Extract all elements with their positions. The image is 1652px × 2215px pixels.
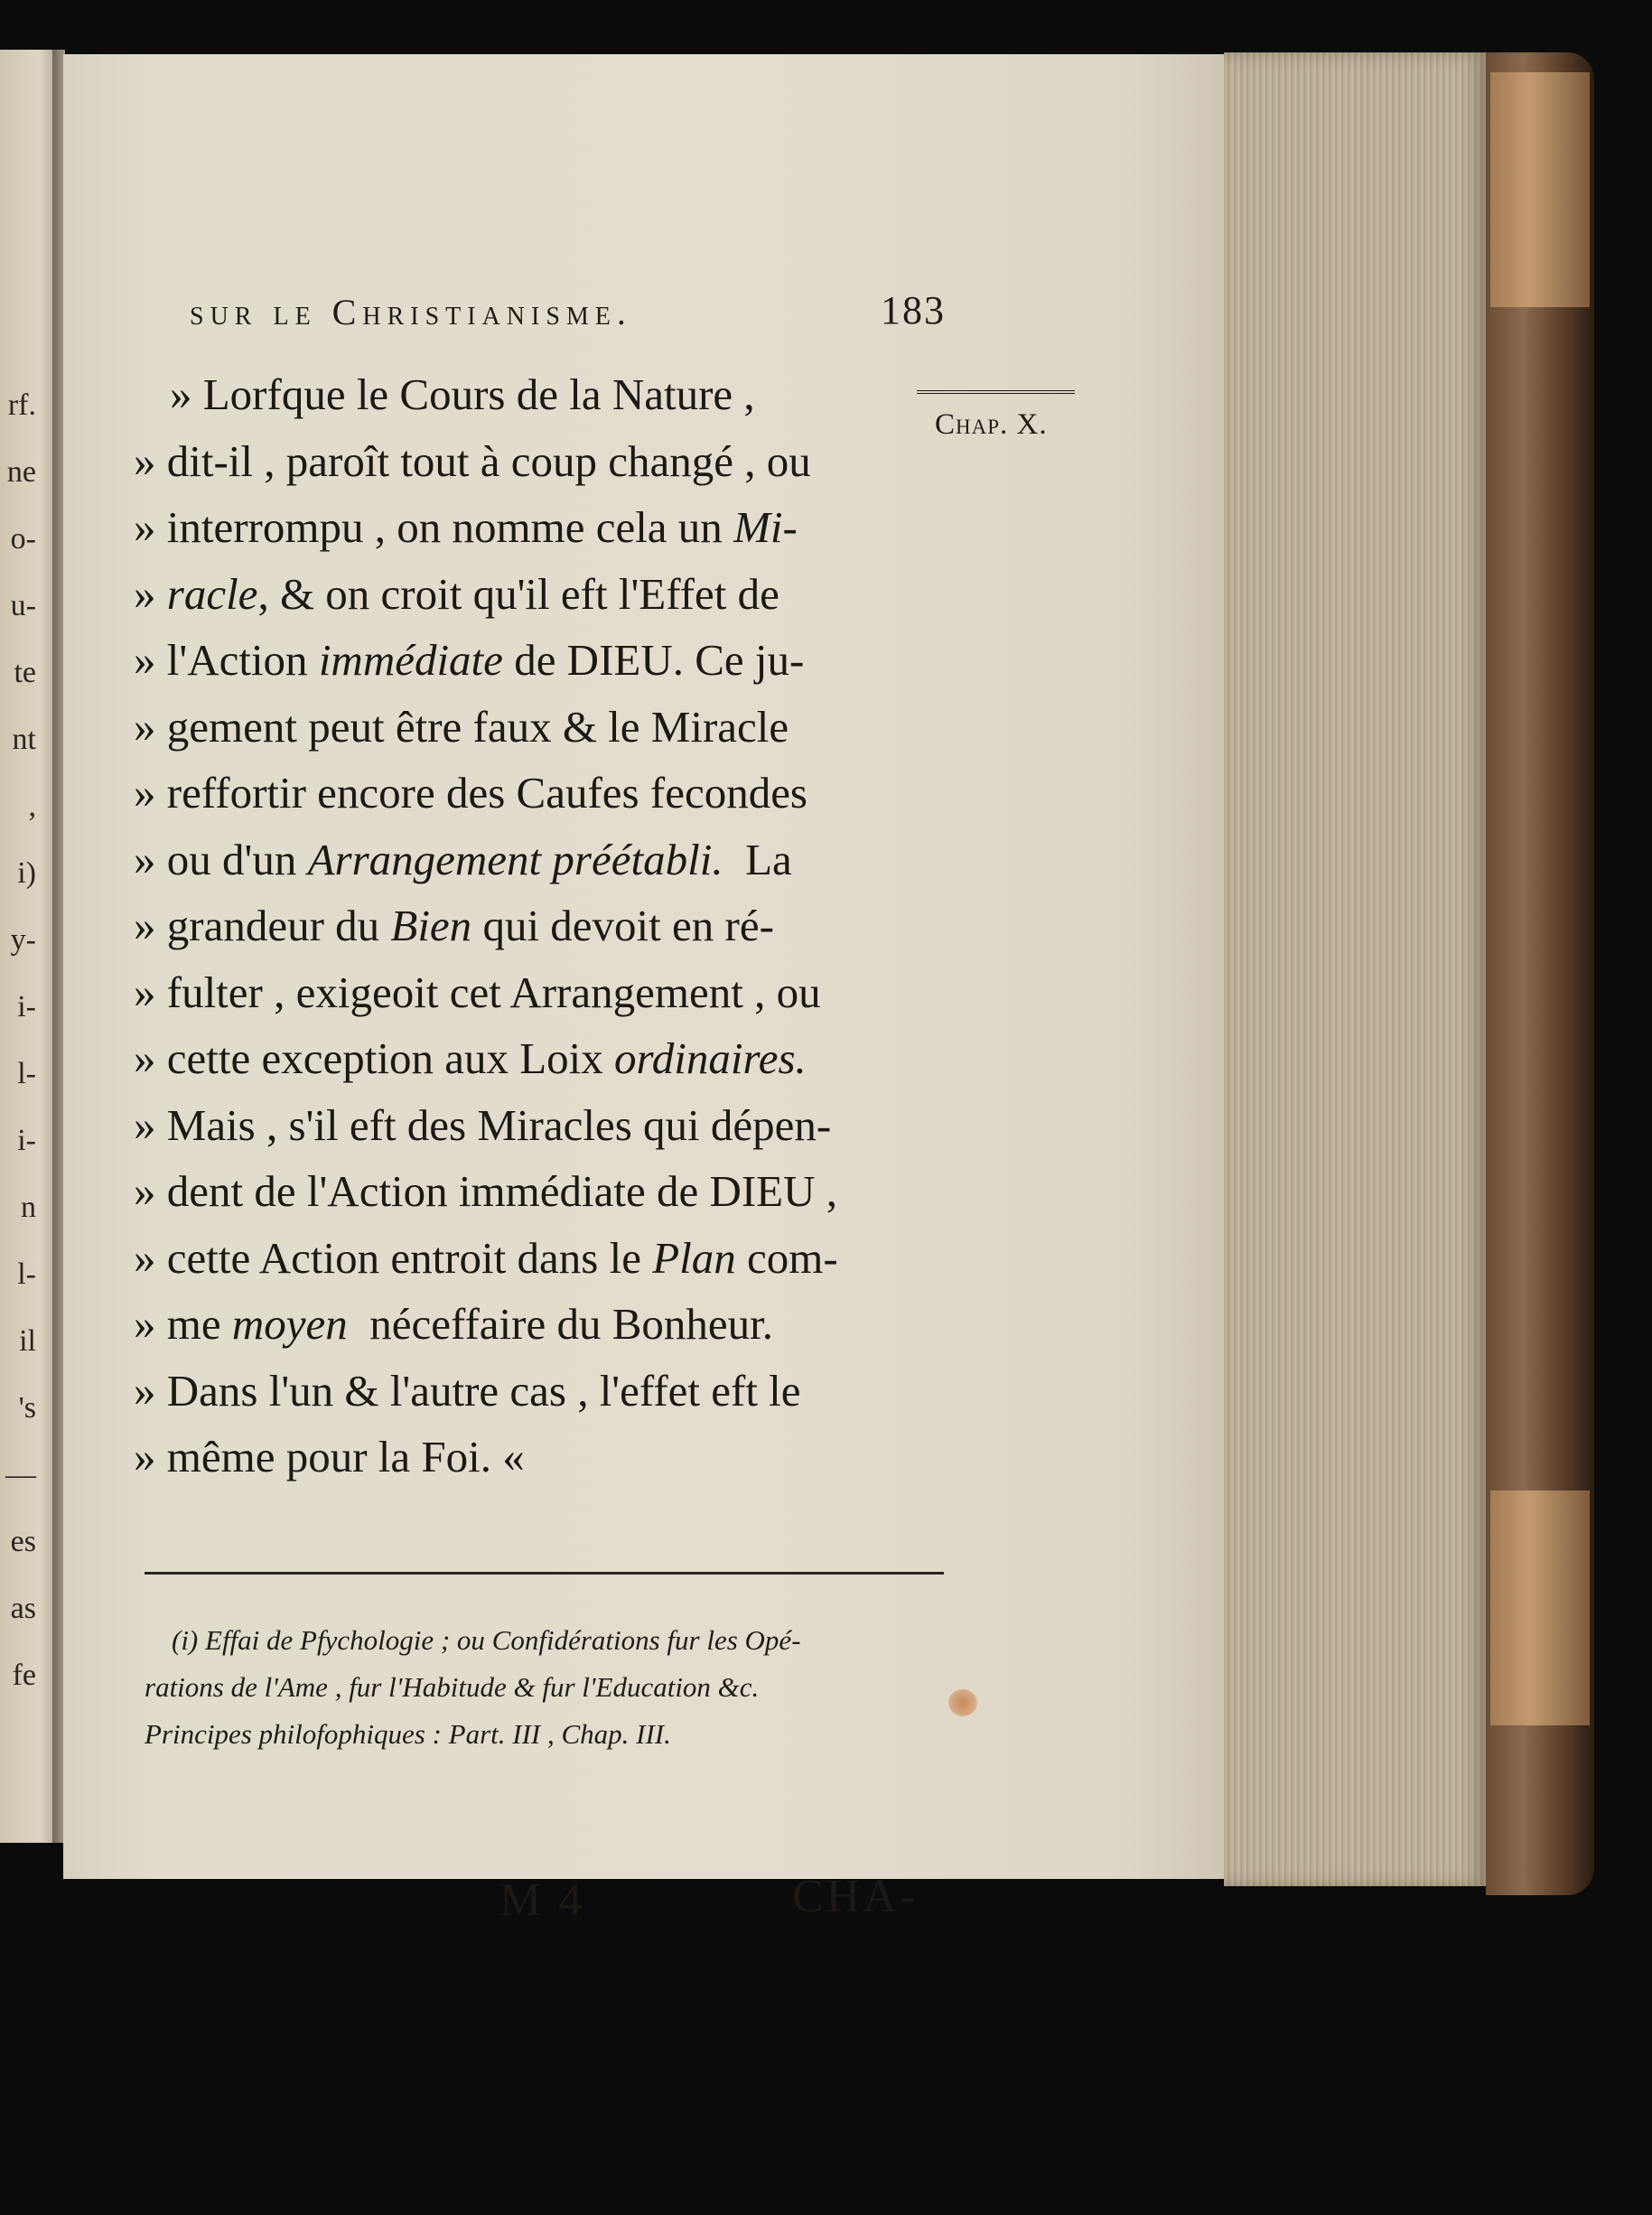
left-page-fragment: ne bbox=[6, 455, 36, 489]
text-line: » fulter , exigeoit cet Arrangement , ou bbox=[134, 967, 821, 1017]
left-page-fragment: i) bbox=[17, 856, 36, 890]
catchword: CHA- bbox=[792, 1871, 919, 1922]
text-line: » dit-il , paroît tout à coup changé , ou bbox=[134, 435, 811, 486]
left-page-fragment: l- bbox=[17, 1257, 36, 1291]
text-line: » gement peut être faux & le Miracle bbox=[134, 701, 789, 752]
text-line: » Mais , s'il eft des Miracles qui dépen- bbox=[134, 1099, 832, 1150]
left-page-fragment: o- bbox=[10, 522, 36, 556]
text-line: » me moyen néceffaire du Bonheur. bbox=[134, 1299, 773, 1349]
text-line: » racle, & on croit qu'il eft l'Effet de bbox=[134, 568, 779, 619]
text-line: » dent de l'Action immédiate de DIEU , bbox=[134, 1166, 837, 1216]
signature-mark: M 4 bbox=[499, 1874, 585, 1926]
left-page-fragment: y- bbox=[10, 923, 36, 957]
paper-stain bbox=[948, 1689, 977, 1716]
left-page-fragment: rf. bbox=[7, 388, 36, 422]
page-edges bbox=[1224, 52, 1486, 1886]
left-page-fragment: — bbox=[5, 1458, 36, 1491]
text-line: » interrompu , on nomme cela un Mi- bbox=[134, 502, 798, 552]
left-page-fragment: n bbox=[21, 1191, 36, 1224]
text-line: » reffortir encore des Caufes fecondes bbox=[134, 768, 808, 818]
page-number: 183 bbox=[881, 288, 946, 332]
text-line: » cette Action entroit dans le Plan com- bbox=[134, 1232, 838, 1283]
left-page-fragment: il bbox=[19, 1324, 36, 1358]
left-page-fragment: i- bbox=[17, 990, 36, 1023]
footnote-line: (i) Effai de Pfychologie ; ou Confidérations fur les Opé- bbox=[172, 1624, 801, 1656]
left-page-fragment: te bbox=[14, 656, 36, 689]
text-line: » Dans l'un & l'autre cas , l'effet eft le bbox=[134, 1365, 801, 1416]
cover-leather-band-top bbox=[1490, 72, 1590, 307]
footnote-rule bbox=[145, 1572, 944, 1575]
left-page-fragment: es bbox=[10, 1525, 36, 1558]
text-line: » ou d'un Arrangement préétabli. La bbox=[134, 834, 792, 884]
text-line: » cette exception aux Loix ordinaires. bbox=[134, 1033, 807, 1083]
text-line: » l'Action immédiate de DIEU. Ce ju- bbox=[134, 635, 805, 685]
left-page-fragment: 's bbox=[18, 1391, 36, 1425]
left-page-fragment: fe bbox=[12, 1659, 36, 1692]
text-line: » grandeur du Bien qui devoit en ré- bbox=[134, 901, 774, 950]
cover-leather-band-bottom bbox=[1490, 1491, 1590, 1725]
text-line: » même pour la Foi. « bbox=[134, 1432, 525, 1481]
marginal-chapter-note: Chap. X. bbox=[935, 408, 1048, 441]
left-page-fragment: as bbox=[10, 1592, 36, 1625]
running-head: sur le Christianisme. bbox=[190, 292, 632, 332]
left-page-fragment: nt bbox=[12, 723, 36, 756]
footnote-line: Principes philofophiques : Part. III , Chap. III. bbox=[145, 1718, 671, 1750]
footnote-line: rations de l'Ame , fur l'Habitude & fur l'Education &c. bbox=[145, 1671, 760, 1703]
left-page-fragment: l- bbox=[17, 1057, 36, 1090]
left-page-fragment: i- bbox=[17, 1124, 36, 1157]
marginal-rule bbox=[917, 390, 1075, 407]
text-line: » Lorfque le Cours de la Nature , bbox=[170, 369, 755, 419]
left-page-fragment: , bbox=[28, 790, 36, 823]
left-page-fragment: u- bbox=[10, 589, 36, 622]
